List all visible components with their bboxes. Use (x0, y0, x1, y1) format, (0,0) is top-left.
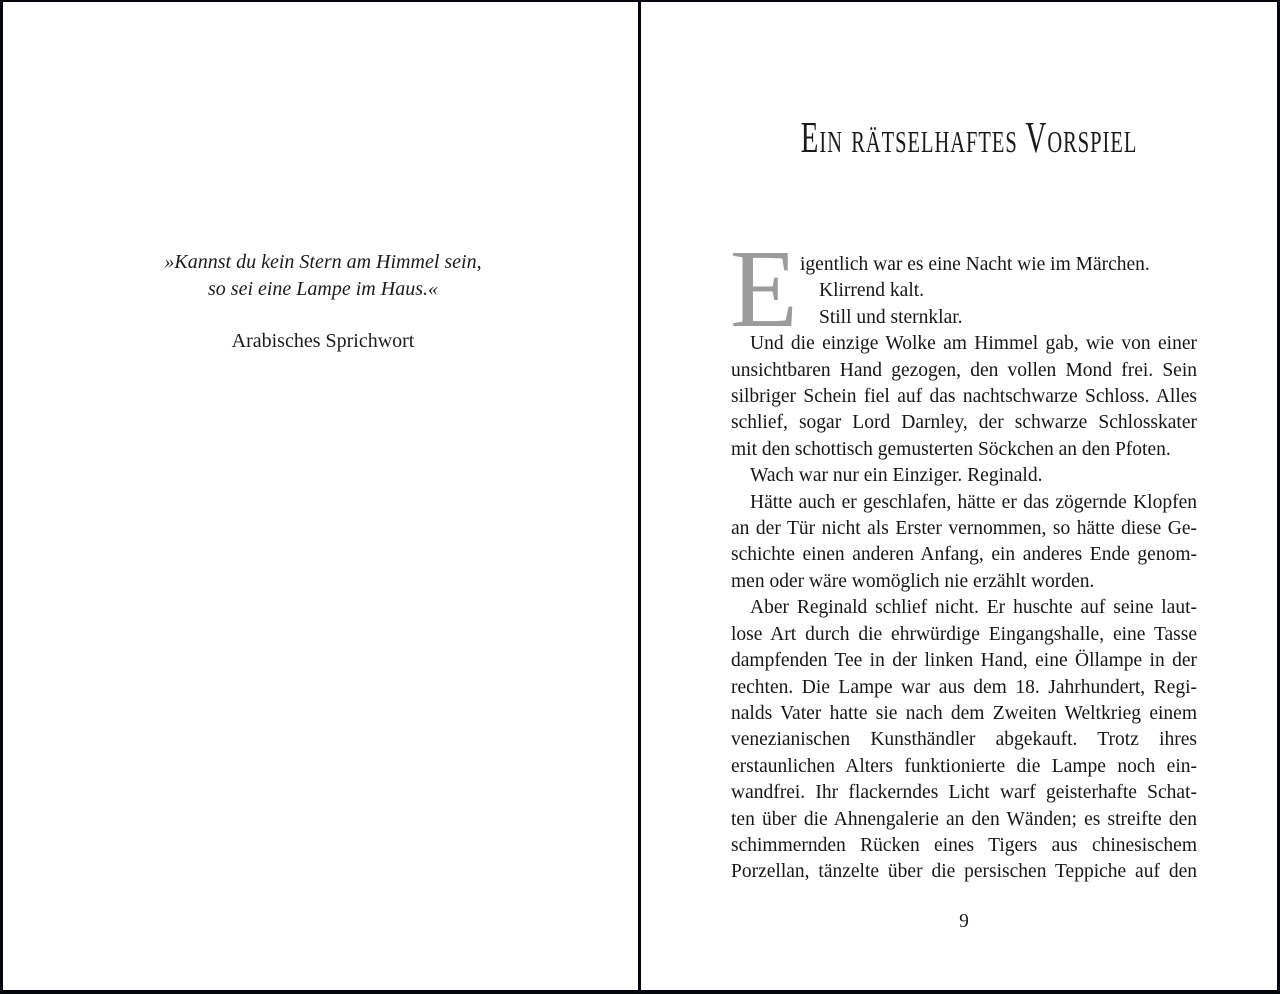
body-line: venezianischen Kunsthändler abgekauft. Trotz ihres (731, 729, 1197, 751)
body-line: men oder wäre womöglich nie erzählt worden. (731, 570, 1095, 592)
body-line: Wach war nur ein Einziger. Reginald. (750, 465, 1043, 487)
body-line: Aber Reginald schlief nicht. Er huschte auf seine laut- (750, 597, 1197, 619)
body-line: Klirrend kalt. (819, 280, 925, 302)
page-gutter-divider (638, 0, 641, 994)
body-line: lose Art durch die ehrwürdige Eingangshalle, eine Tasse (731, 623, 1197, 645)
body-line: silbriger Schein fiel auf das nachtschwarze Schloss. Alles (731, 386, 1197, 408)
body-line: Und die einzige Wolke am Himmel gab, wie von einer (750, 333, 1197, 355)
body-line: nalds Vater hatte sie nach dem Zweiten Weltkrieg einem (731, 702, 1197, 724)
page-number: 9 (959, 911, 969, 932)
body-line: schichte einen anderen Anfang, ein anderes Ende genom- (731, 544, 1197, 566)
body-line: schimmernden Rücken eines Tigers aus chinesischem (731, 834, 1197, 856)
epigraph-attribution: Arabisches Sprichwort (231, 330, 415, 352)
body-line: an der Tür nicht als Erster vernommen, so hätte diese Ge- (731, 518, 1197, 540)
body-line: schlief, sogar Lord Darnley, der schwarze Schlosskater (731, 412, 1197, 434)
body-line: rechten. Die Lampe war aus dem 18. Jahrhundert, Regi- (731, 676, 1197, 698)
body-line: igentlich war es eine Nacht wie im Märchen. (800, 254, 1150, 275)
epigraph (0, 249, 646, 355)
body-line: mit den schottisch gemusterten Söckchen an den Pfoten. (731, 438, 1171, 460)
body-line: erstaunlichen Alters funktionierte die Lampe noch ein- (731, 755, 1197, 777)
body-line: ten über die Ahnengalerie an den Wänden; es streifte den (731, 808, 1197, 830)
body-line: dampfenden Tee in der linken Hand, eine Öllampe in der (731, 650, 1197, 672)
chapter-title: Ein rätselhaftes Vorspiel (800, 113, 1138, 162)
drop-cap: E (730, 228, 798, 351)
body-line: Porzellan, tänzelte über die persischen Teppiche auf den (731, 861, 1197, 883)
epigraph-line-2: so sei eine Lampe im Haus.« (208, 278, 438, 300)
epigraph-line-1: »Kannst du kein Stern am Himmel sein, (164, 251, 482, 273)
body-line: wandfrei. Ihr flackerndes Licht warf geisterhafte Schat- (731, 782, 1197, 804)
body-line: Still und sternklar. (819, 306, 963, 328)
body-line: unsichtbaren Hand gezogen, den vollen Mond frei. Sein (731, 359, 1197, 381)
body-line: Hätte auch er geschlafen, hätte er das zögernde Klopfen (750, 491, 1197, 513)
chapter-body (730, 228, 1197, 886)
